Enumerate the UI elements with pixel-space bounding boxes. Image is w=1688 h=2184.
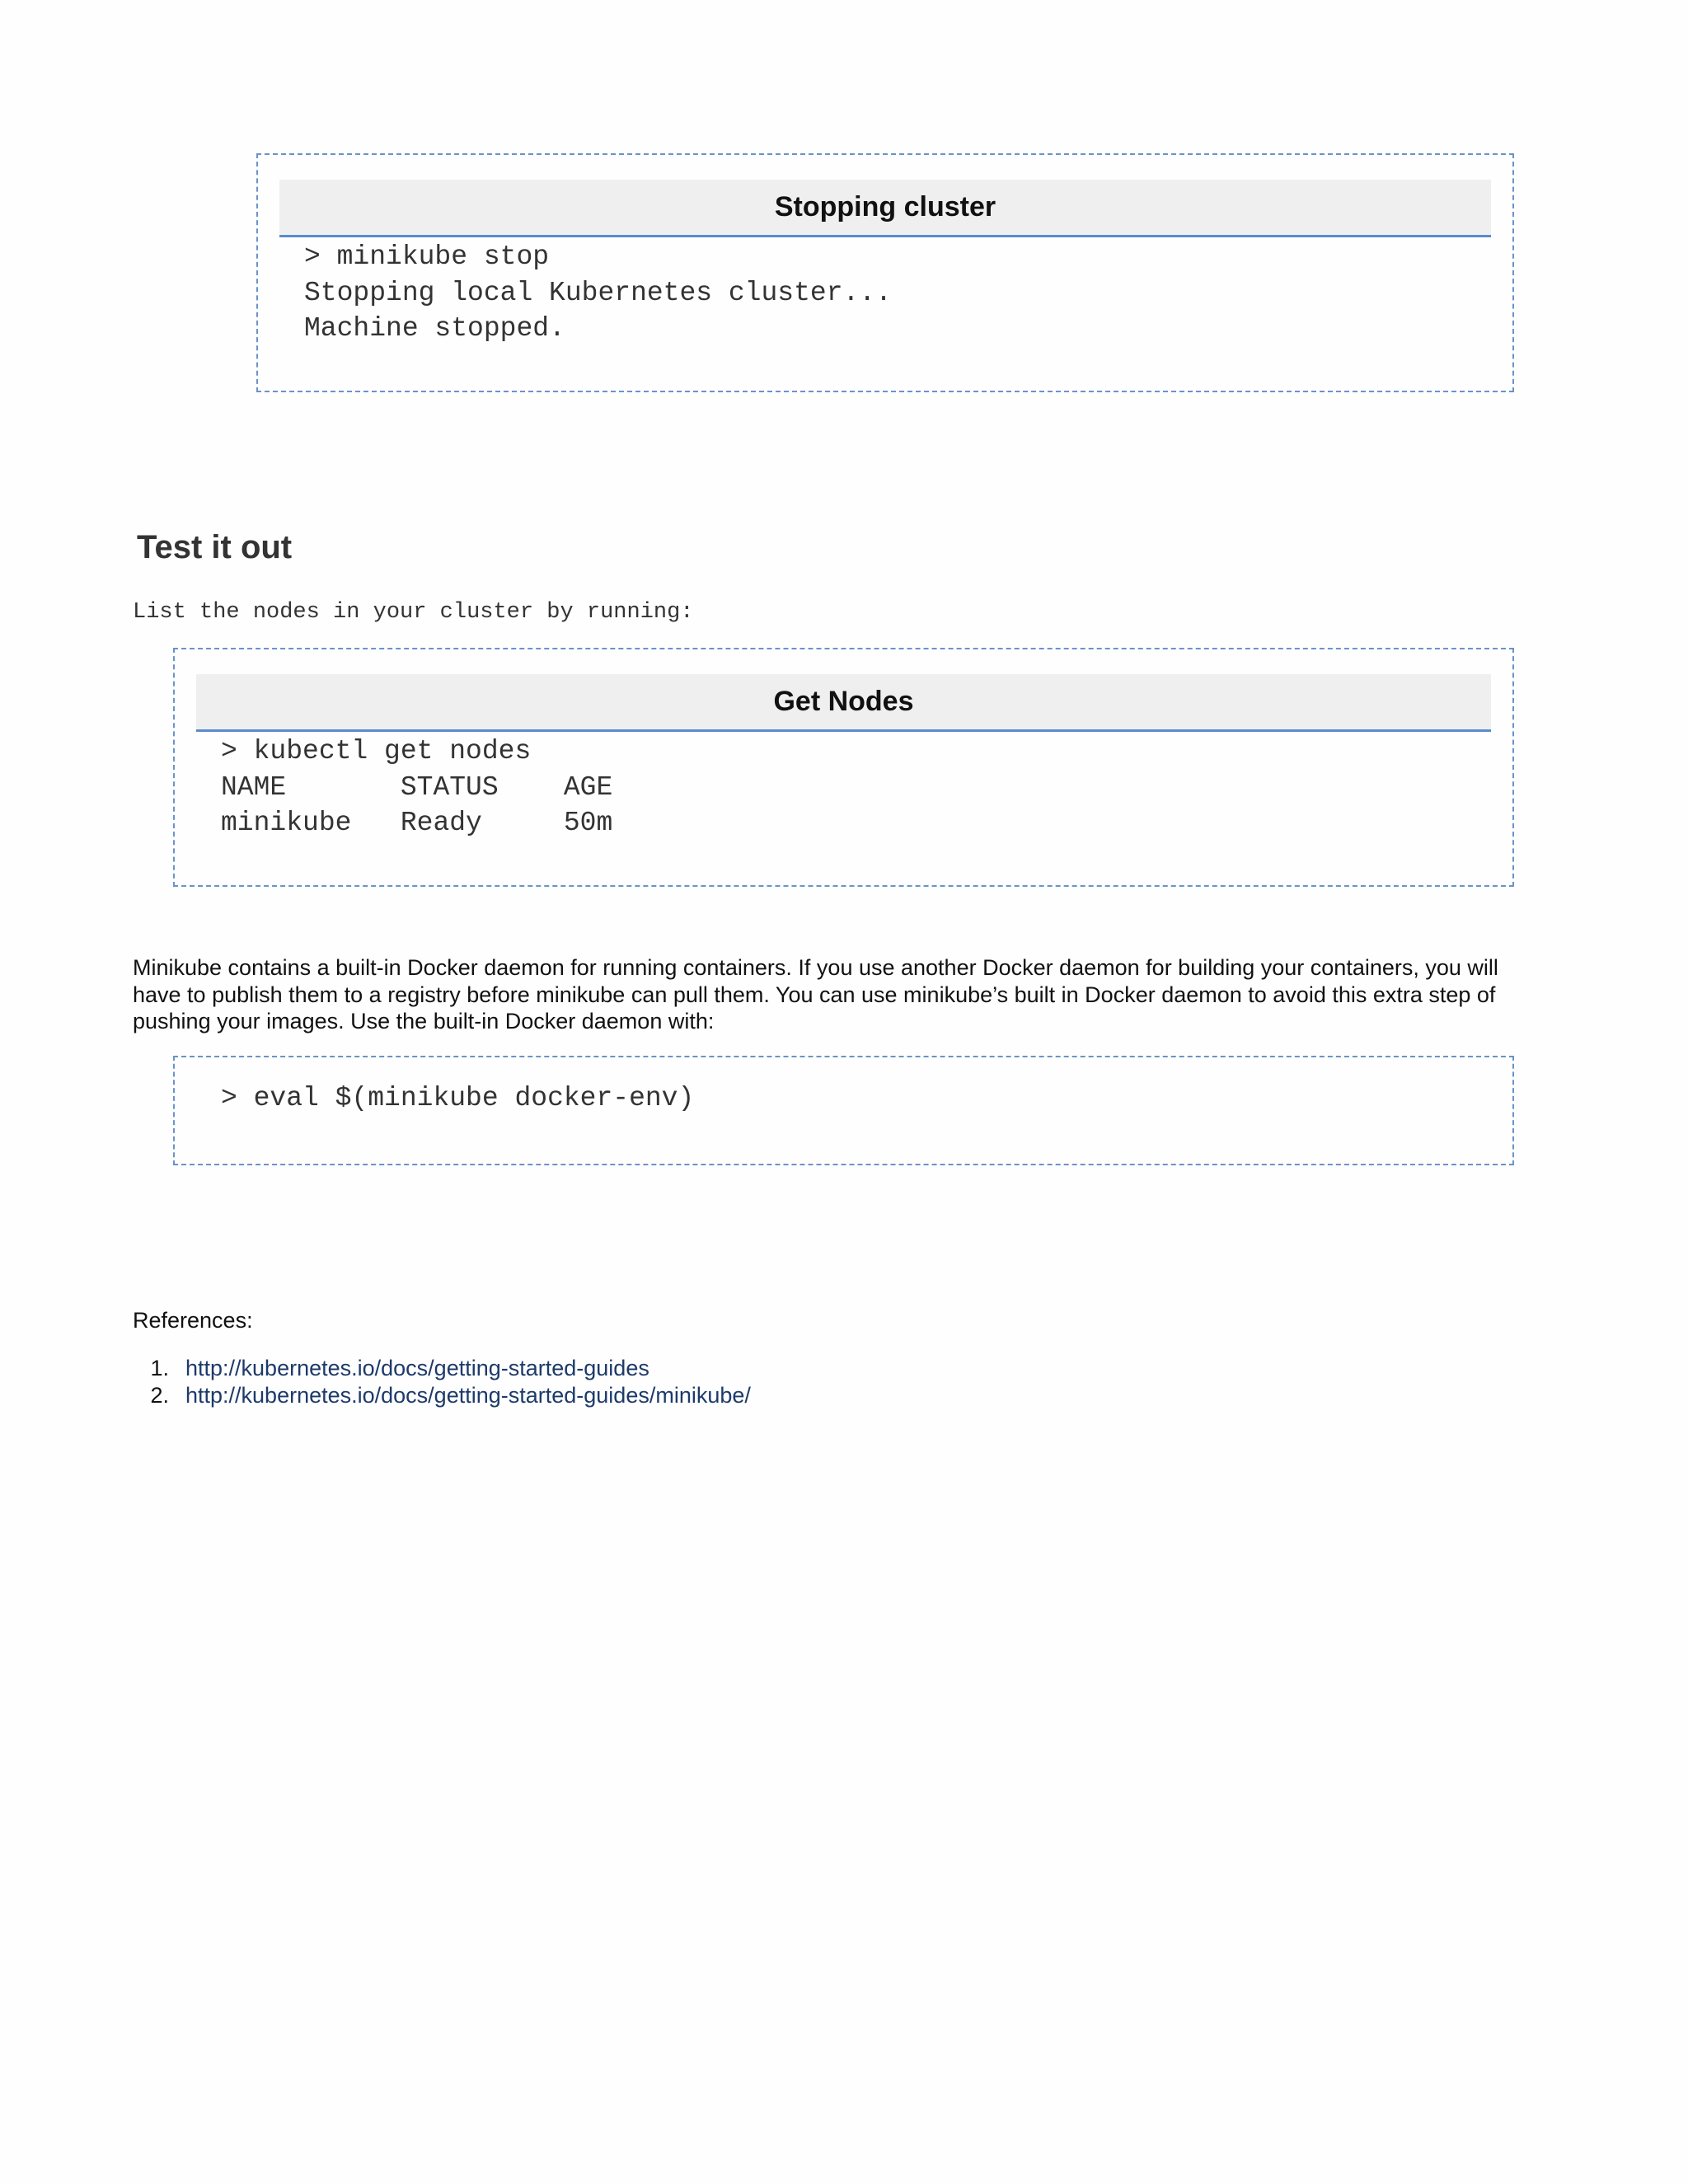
docker-env-panel [173, 1056, 1514, 1165]
test-it-out-heading: Test it out [137, 529, 293, 565]
list-nodes-intro: List the nodes in your cluster by running: [133, 600, 694, 625]
get-nodes-code: > kubectl get nodes NAME STATUS AGE minikube Ready 50m [221, 736, 613, 838]
docker-daemon-paragraph: Minikube contains a built-in Docker daemon for running containers. If you use another Docker daemon for building your containers, you will have to publish them to a registry before minikube can pull them. You can use minikube’s built in Docker daemon to avoid this extra step of pushing your images. Use the built-in Docker daemon with: [133, 955, 1498, 1033]
docker-env-code: > eval $(minikube docker-env) [221, 1083, 695, 1113]
get-nodes-title: Get Nodes [196, 674, 1491, 732]
get-nodes-panel [173, 648, 1514, 887]
references-label: References: [133, 1308, 253, 1333]
references-list [133, 1355, 751, 1408]
stopping-cluster-code: > minikube stop Stopping local Kubernetes cluster... Machine stopped. [304, 241, 892, 344]
reference-link[interactable]: http://kubernetes.io/docs/getting-started-guides/minikube/ [185, 1382, 751, 1408]
reference-item [133, 1355, 751, 1382]
reference-link[interactable]: http://kubernetes.io/docs/getting-started-guides [185, 1356, 649, 1380]
stopping-cluster-panel [256, 153, 1514, 392]
reference-item [133, 1382, 751, 1409]
reference-number: 1. [150, 1356, 169, 1380]
reference-number: 2. [150, 1382, 169, 1408]
stopping-cluster-title: Stopping cluster [279, 180, 1491, 237]
